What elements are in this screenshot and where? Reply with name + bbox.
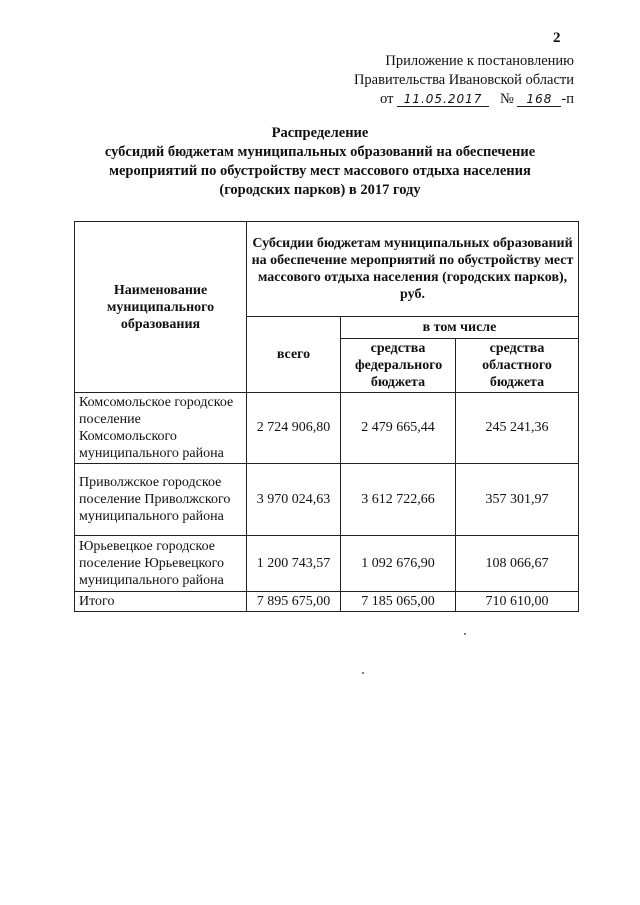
table-row	[75, 536, 579, 592]
scan-speck	[464, 633, 466, 635]
title-line-2: субсидий бюджетам муниципальных образований на обеспечение	[104, 144, 536, 160]
number-suffix: -п	[561, 91, 574, 107]
page-number: 2	[553, 30, 561, 46]
header-municipality: Наименование муниципального образования	[75, 222, 247, 393]
appendix-line-2: Правительства Ивановской области	[353, 72, 574, 88]
total-row-federal: 7 185 065,00	[341, 592, 456, 612]
table-row	[75, 464, 579, 536]
appendix-line-1: Приложение к постановлению	[385, 53, 574, 69]
header-subsidies-line-2: на обеспечение мероприятий по обустройству мест массового отдыха населения (городских парков), руб.	[251, 253, 574, 302]
header-federal: средства федерального бюджета	[341, 339, 456, 393]
from-label: от	[380, 91, 394, 107]
header-including: в том числе	[341, 317, 579, 339]
header-subsidies	[247, 222, 579, 317]
number-label: №	[499, 91, 514, 107]
scan-speck	[362, 672, 364, 674]
row-federal: 2 479 665,44	[341, 393, 456, 464]
title-line-4: (городских парков) в 2017 году	[219, 182, 421, 198]
row-regional: 108 066,67	[456, 536, 579, 592]
row-name: Юрьевецкое городское поселение Юрьевецкого муниципального района	[75, 536, 247, 592]
total-row-regional: 710 610,00	[456, 592, 579, 612]
header-total: всего	[247, 317, 341, 393]
row-regional: 245 241,36	[456, 393, 579, 464]
appendix-line-3	[330, 90, 574, 109]
table-total-row	[75, 592, 579, 612]
document-date: 11.05.2017	[397, 92, 489, 107]
row-federal: 3 612 722,66	[341, 464, 456, 536]
title-line-3: мероприятий по обустройству мест массового отдыха населения	[109, 163, 531, 179]
row-federal: 1 092 676,90	[341, 536, 456, 592]
appendix-block	[330, 52, 574, 109]
document-title	[60, 124, 580, 200]
document-number: 168	[517, 92, 561, 107]
row-total: 2 724 906,80	[247, 393, 341, 464]
distribution-table	[74, 221, 579, 612]
row-name: Приволжское городское поселение Приволжского муниципального района	[75, 464, 247, 536]
header-regional: средства областного бюджета	[456, 339, 579, 393]
row-total: 3 970 024,63	[247, 464, 341, 536]
total-row-name: Итого	[75, 592, 247, 612]
total-row-total: 7 895 675,00	[247, 592, 341, 612]
row-name: Комсомольское городское поселение Комсомольского муниципального района	[75, 393, 247, 464]
table-row	[75, 393, 579, 464]
row-regional: 357 301,97	[456, 464, 579, 536]
title-line-1: Распределение	[271, 125, 369, 141]
header-subsidies-line-1: Субсидии бюджетам муниципальных образований	[252, 236, 573, 251]
row-total: 1 200 743,57	[247, 536, 341, 592]
